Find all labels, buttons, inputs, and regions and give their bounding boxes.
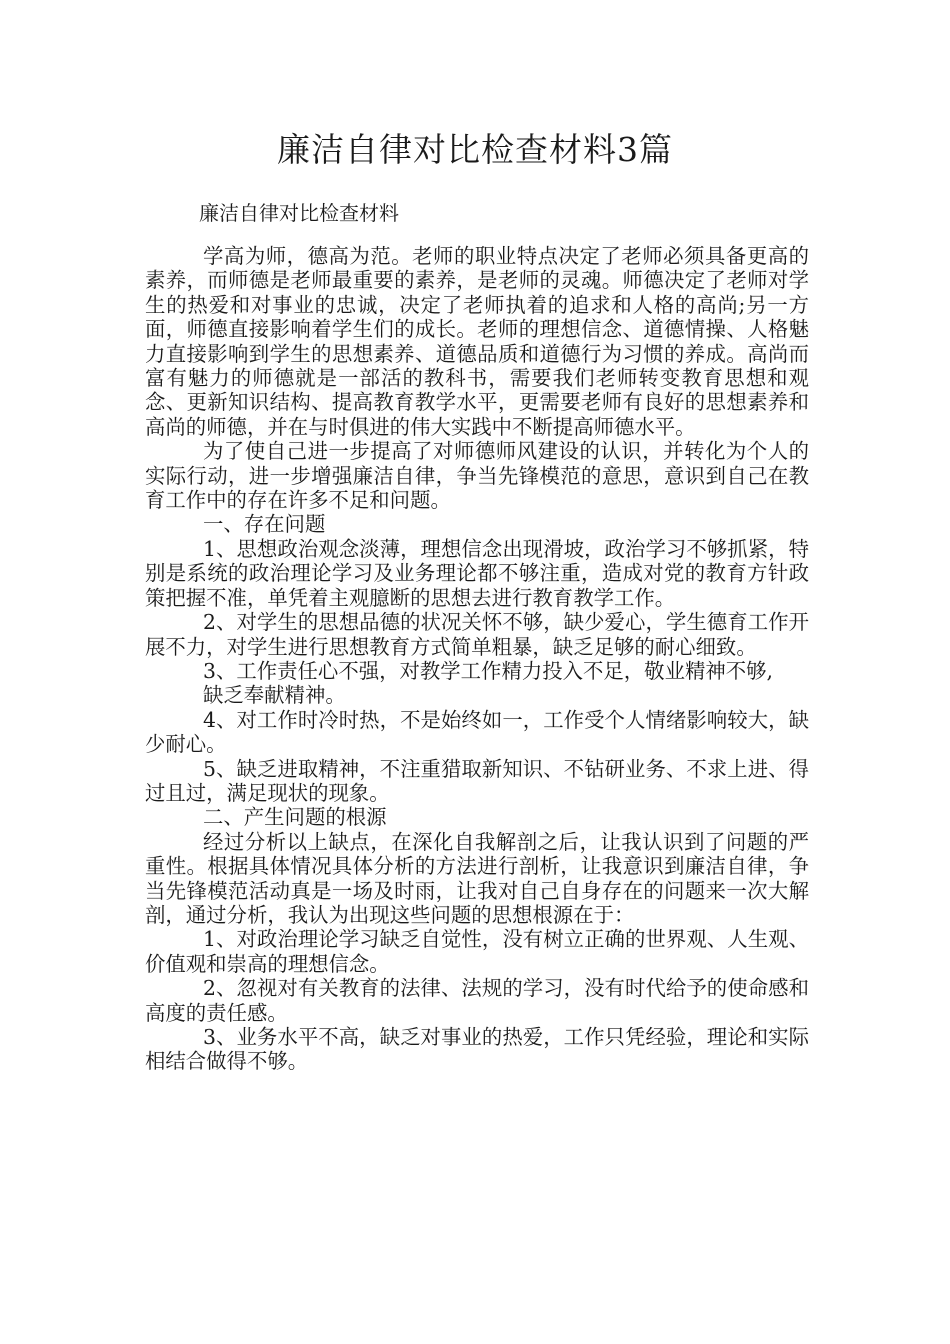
list-item-problem-3: 3、工作责任心不强，对教学工作精力投入不足，敬业精神不够,: [203, 658, 773, 683]
list-item-cause-1: 1、对政治理论学习缺乏自觉性，没有树立正确的世界观、人生观、价值观和崇高的理想信念。: [145, 927, 809, 976]
document-body: [145, 244, 809, 1074]
paragraph-analysis: 经过分析以上缺点，在深化自我解剖之后，让我认识到了问题的严重性。根据具体情况具体分析的方法进行剖析，让我意识到廉洁自律，争当先锋模范活动真是一场及时雨，让我对自己自身存在的问题来一次大解剖，通过分析，我认为出现这些问题的思想根源在于：: [145, 829, 809, 927]
list-item-problem-3-continued: 缺乏奉献精神。: [203, 683, 346, 708]
document-title: 廉洁自律对比检查材料3篇: [277, 130, 673, 169]
document-subtitle: 廉洁自律对比检查材料: [199, 201, 399, 225]
list-item-problem-2: 2、对学生的思想品德的状况关怀不够，缺少爱心，学生德育工作开展不力，对学生进行思想教育方式简单粗暴，缺乏足够的耐心细致。: [145, 610, 809, 659]
paragraph-purpose: 为了使自己进一步提高了对师德师风建设的认识，并转化为个人的实际行动，进一步增强廉洁自律，争当先锋模范的意思，意识到自己在教育工作中的存在许多不足和问题。: [145, 439, 809, 513]
list-item-problem-5: 5、缺乏进取精神，不注重猎取新知识、不钻研业务、不求上进、得过且过，满足现状的现象。: [145, 756, 809, 805]
section-heading-problems: 一、存在问题: [203, 512, 326, 537]
list-item-cause-3: 3、业务水平不高，缺乏对事业的热爱，工作只凭经验，理论和实际相结合做得不够。: [145, 1025, 809, 1074]
section-heading-root-causes: 二、产生问题的根源: [203, 805, 387, 830]
list-item-problem-4: 4、对工作时冷时热，不是始终如一，工作受个人情绪影响较大，缺少耐心。: [145, 707, 809, 757]
list-item-problem-1: 1、思想政治观念淡薄，理想信念出现滑坡，政治学习不够抓紧，特别是系统的政治理论学习及业务理论都不够注重，造成对党的教育方针政策把握不准，单凭着主观臆断的思想去进行教育教学工作。: [145, 536, 809, 610]
list-item-cause-2: 2、忽视对有关教育的法律、法规的学习，没有时代给予的使命感和高度的责任感。: [145, 976, 809, 1025]
paragraph-intro: 学高为师，德高为范。老师的职业特点决定了老师必须具备更高的素养，而师德是老师最重要的素养，是老师的灵魂。师德决定了老师对学生的热爱和对事业的忠诚，决定了老师执着的追求和人格的高尚;另一方面，师德直接影响着学生们的成长。老师的理想信念、道德情操、人格魅力直接影响到学生的思想素养、道德品质和道德行为习惯的养成。高尚而富有魅力的师德就是一部活的教科书，需要我们老师转变教育思想和观念、更新知识结构、提高教育教学水平，更需要老师有良好的思想素养和高尚的师德，并在与时俱进的伟大实践中不断提高师德水平。: [145, 244, 809, 439]
